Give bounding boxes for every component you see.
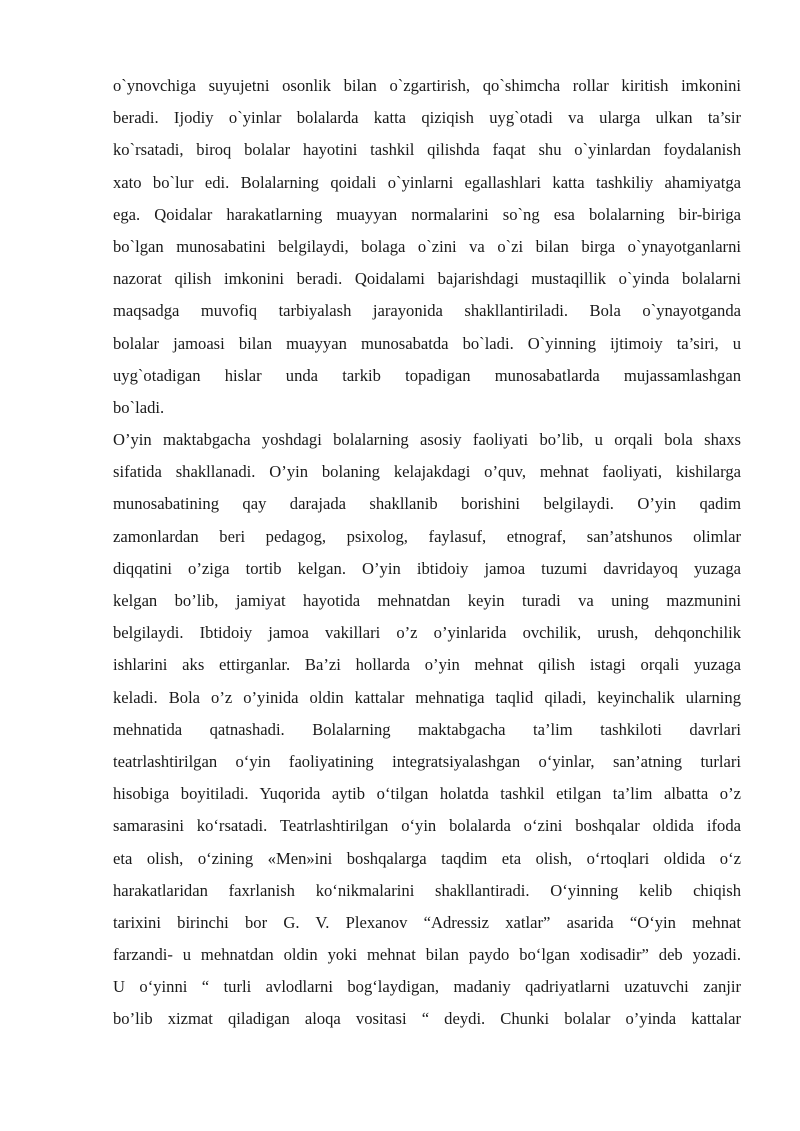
text-line: keladi. Bola o’z o’yinida oldin kattalar mehnatiga taqlid qiladi, keyinchalik ularning [113,687,741,707]
text-line: samarasini ko‘rsatadi. Teatrlashtirilgan o‘yin bolalarda o‘zini boshqalar oldida ifoda [113,816,741,836]
text-line: ko`rsatadi, biroq bolalar hayotini tashkil qilishda faqat shu o`yinlardan foydalanish [113,140,741,160]
text-line: zamonlardan beri pedagog, psixolog, faylasuf, etnograf, san’atshunos olimlar [113,526,741,546]
text-line: maqsadga muvofiq tarbiyalash jarayonida shakllantiriladi. Bola o`ynayotganda [113,301,741,321]
text-line: belgilaydi. Ibtidoiy jamoa vakillari o’z o’yinlarida ovchilik, urush, dehqonchilik [113,623,741,643]
text-line: eta olish, o‘zining «Men»ini boshqalarga taqdim eta olish, o‘rtoqlari oldida o‘z [113,848,741,868]
text-line: nazorat qilish imkonini beradi. Qoidalami bajarishdagi mustaqillik o`yinda bolalarni [113,269,741,289]
text-line: beradi. Ijodiy o`yinlar bolalarda katta qiziqish uyg`otadi va ularga ulkan ta’sir [113,108,741,128]
text-line: ishlarini aks ettirganlar. Ba’zi hollarda o’yin mehnat qilish istagi orqali yuzaga [113,655,741,675]
text-line: bo`lgan munosabatini belgilaydi, bolaga o`zini va o`zi bilan birga o`ynayotganlarni [113,236,741,256]
text-line: ega. Qoidalar harakatlarning muayyan normalarini so`ng esa bolalarning bir-biriga [113,204,741,224]
text-line: sifatida shakllanadi. O’yin bolaning kelajakdagi o’quv, mehnat faoliyati, kishilarga [113,462,741,482]
text-line: O’yin maktabgacha yoshdagi bolalarning asosiy faoliyati bo’lib, u orqali bola shaxs [113,430,741,450]
text-line: farzandi- u mehnatdan oldin yoki mehnat bilan paydo bo‘lgan xodisadir” deb yozadi. [113,945,741,965]
document-page [113,70,741,1036]
text-line: xato bo`lur edi. Bolalarning qoidali o`yinlarni egallashlari katta tashkiliy ahamiyatga [113,172,741,192]
text-line: U o‘yinni “ turli avlodlarni bog‘laydigan, madaniy qadriyatlarni uzatuvchi zanjir [113,977,741,997]
text-line: munosabatining qay darajada shakllanib borishini belgilaydi. O’yin qadim [113,494,741,514]
text-line: diqqatini o’ziga tortib kelgan. O’yin ibtidoiy jamoa tuzumi davridayoq yuzaga [113,558,741,578]
paragraph-1 [113,70,741,424]
text-line: bolalar jamoasi bilan muayyan munosabatda bo`ladi. O`yinning ijtimoiy ta’siri, u [113,333,741,353]
text-line: teatrlashtirilgan o‘yin faoliyatining integratsiyalashgan o‘yinlar, san’atning turlari [113,751,741,771]
text-line: tarixini birinchi bor G. V. Plexanov “Adressiz xatlar” asarida “O‘yin mehnat [113,912,741,932]
text-line: harakatlaridan faxrlanish ko‘nikmalarini shakllantiradi. O‘yinning kelib chiqish [113,880,741,900]
text-line: bo`ladi. [113,397,165,417]
paragraph-2 [113,424,741,1036]
text-line: uyg`otadigan hislar unda tarkib topadigan munosabatlarda mujassamlashgan [113,365,741,385]
text-line: kelgan bo’lib, jamiyat hayotida mehnatdan keyin turadi va uning mazmunini [113,591,741,610]
text-line: bo’lib xizmat qiladigan aloqa vositasi “ deydi. Chunki bolalar o’yinda kattalar [113,1009,741,1029]
text-line: o`ynovchiga suyujetni osonlik bilan o`zgartirish, qo`shimcha rollar kiritish imkonini [113,76,741,95]
text-line: hisobiga boyitiladi. Yuqorida aytib o‘tilgan holatda tashkil etilgan ta’lim albatta o’z [113,784,741,804]
text-line: mehnatida qatnashadi. Bolalarning maktabgacha ta’lim tashkiloti davrlari [113,719,741,739]
